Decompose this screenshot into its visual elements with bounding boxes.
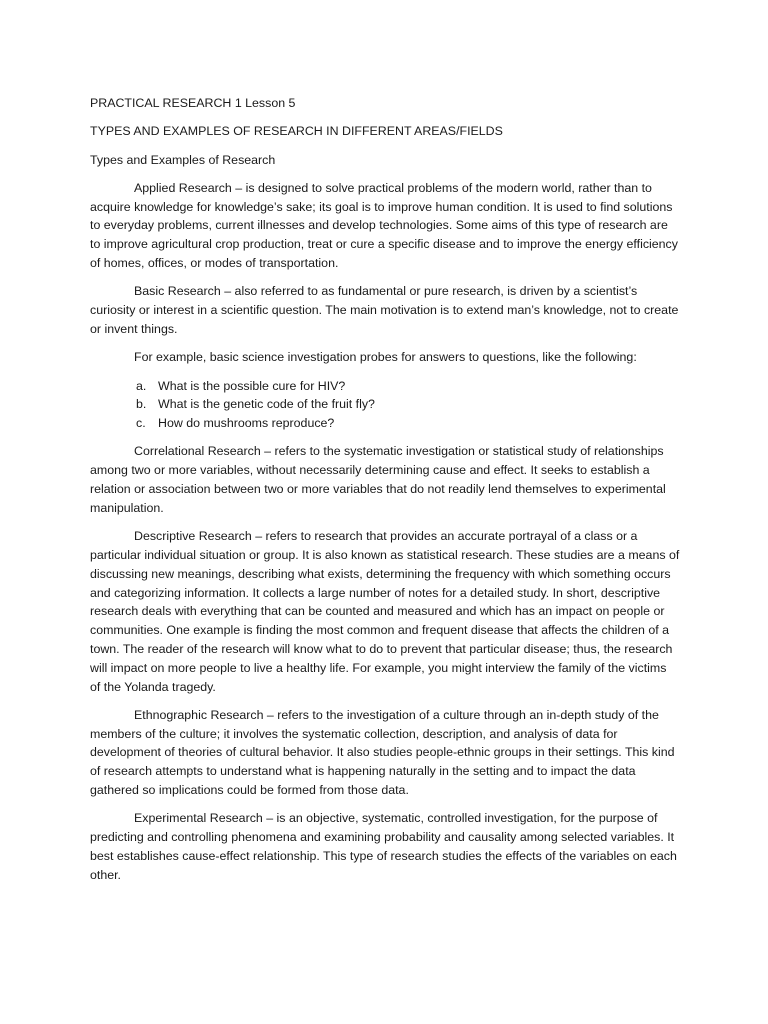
list-item-text: What is the possible cure for HIV? [158, 378, 346, 393]
list-item [90, 414, 680, 433]
list-marker: a. [136, 378, 147, 393]
experimental-research-paragraph: Experimental Research – is an objective, systematic, controlled investigation, for the purpose of predicting and controlling phenomena and examining probability and causality among selected variables. It best establishes cause-effect relationship. This type of research studies the effects of the variables on each other. [90, 811, 677, 882]
list-item-text: What is the genetic code of the fruit fly? [158, 397, 375, 412]
correlational-research-paragraph: Correlational Research – refers to the systematic investigation or statistical study of relationships among two or more variables, without necessarily determining cause and effect. It seeks to establish a relation or association between two or more variables that do not readily lend themselves to experimental manipulation. [90, 444, 666, 515]
lesson-title: TYPES AND EXAMPLES OF RESEARCH IN DIFFERENT AREAS/FIELDS [90, 124, 503, 139]
basic-research-paragraph: Basic Research – also referred to as fundamental or pure research, is driven by a scientist’s curiosity or interest in a scientific question. The main motivation is to extend man’s knowledge, not to create or invent things. [90, 284, 679, 336]
applied-research-paragraph: Applied Research – is designed to solve practical problems of the modern world, rather than to acquire knowledge for knowledge’s sake; its goal is to improve human condition. It is used to find solutions to everyday problems, current illnesses and develop technologies. Some aims of this type of research are to improve agricultural crop production, treat or cure a specific disease and to improve the energy efficiency of homes, offices, or modes of transportation. [90, 180, 678, 271]
course-heading: PRACTICAL RESEARCH 1 Lesson 5 [90, 96, 296, 110]
document-body [90, 94, 680, 894]
example-intro-paragraph: For example, basic science investigation probes for answers to questions, like the following: [134, 350, 637, 365]
ethnographic-research-paragraph: Ethnographic Research – refers to the investigation of a culture through an in-depth study of the members of the culture; it involves the systematic collection, description, and analysis of data for development of theories of cultural behavior. It also studies people-ethnic groups in their settings. This kind of research attempts to understand what is happening naturally in the setting and to impact the data gathered so implications could be formed from those data. [90, 707, 675, 797]
question-list [90, 377, 680, 433]
section-heading: Types and Examples of Research [90, 152, 276, 167]
list-item-text: How do mushrooms reproduce? [158, 416, 335, 431]
list-marker: c. [136, 416, 146, 431]
descriptive-research-paragraph: Descriptive Research – refers to research that provides an accurate portrayal of a class or a particular individual situation or group. It is also known as statistical research. These studies are a means of discussing new meanings, describing what exists, determining the frequency with which something occurs and categorizing information. It collects a large number of notes for a detailed study. In short, descriptive research deals with everything that can be counted and measured and which has an impact on people or communities. One example is finding the most common and frequent disease that affects the children of a town. The reader of the research will know what to do to prevent that particular disease; thus, the research will impact on more people to live a healthy life. For example, you might interview the family of the victims of the Yolanda tragedy. [90, 529, 680, 694]
list-item [90, 395, 680, 414]
list-item [90, 377, 680, 396]
list-marker: b. [136, 397, 147, 412]
